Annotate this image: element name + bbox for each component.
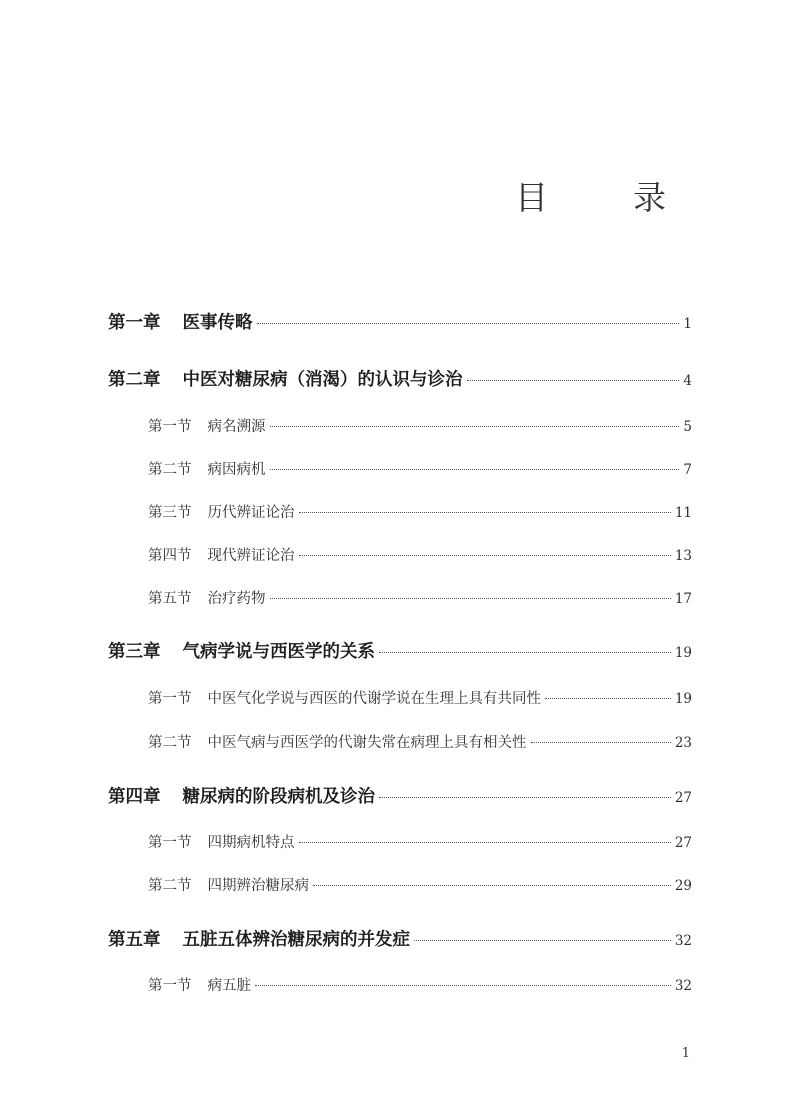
toc-entry-label: 第二节 (148, 735, 192, 751)
toc-entry-title: 治疗药物 (207, 591, 266, 607)
toc-entry-title: 五脏五体辨治糖尿病的并发症 (182, 930, 410, 950)
toc-entry-label: 第五节 (148, 591, 192, 607)
toc-section-4-2[interactable] (148, 874, 692, 895)
toc-entry-title: 中医对糖尿病（消渴）的认识与诊治 (182, 370, 463, 390)
toc-entry-title: 现代辨证论治 (207, 548, 295, 564)
dot-leader (299, 555, 671, 556)
toc-entry-title: 历代辨证论治 (207, 505, 295, 521)
toc-page-number: 19 (674, 645, 692, 661)
toc-section-5-1[interactable] (148, 974, 692, 995)
toc-entry-title: 糖尿病的阶段病机及诊治 (182, 787, 375, 807)
toc-section-3-1[interactable] (148, 687, 692, 708)
toc-page-number: 5 (683, 419, 692, 435)
toc-page-number: 19 (674, 691, 692, 707)
toc-entry-title: 医事传略 (182, 313, 253, 333)
toc-entry-title: 中医气化学说与西医的代谢学说在生理上具有共同性 (207, 691, 541, 707)
toc-section-2-3[interactable] (148, 501, 692, 522)
toc-entry-label: 第一节 (148, 419, 192, 435)
toc-entry-label: 第三章 (108, 642, 161, 662)
toc-page-number: 29 (674, 878, 692, 894)
toc-entry-title: 病名溯源 (207, 419, 266, 435)
dot-leader (313, 885, 671, 886)
toc-entry-title: 病五脏 (207, 978, 251, 994)
toc-section-3-2[interactable] (148, 731, 692, 752)
toc-chapter-2[interactable] (108, 366, 692, 391)
dot-leader (257, 323, 680, 324)
toc-page-number: 4 (683, 373, 692, 389)
toc-entry-label: 第二节 (148, 462, 192, 478)
toc-section-2-4[interactable] (148, 544, 692, 565)
dot-leader (414, 940, 671, 941)
toc-entry-label: 第一章 (108, 313, 161, 333)
dot-leader (270, 598, 671, 599)
dot-leader (545, 698, 671, 699)
dot-leader (270, 469, 680, 470)
toc-page-number: 32 (674, 933, 692, 949)
dot-leader (299, 512, 671, 513)
toc-entry-title: 病因病机 (207, 462, 266, 478)
toc-page-number: 7 (683, 462, 692, 478)
dot-leader (531, 742, 671, 743)
dot-leader (379, 652, 671, 653)
dot-leader (270, 426, 680, 427)
toc-entry-label: 第三节 (148, 505, 192, 521)
toc-entry-title: 中医气病与西医学的代谢失常在病理上具有相关性 (207, 735, 527, 751)
toc-section-2-5[interactable] (148, 587, 692, 608)
toc-entry-label: 第一节 (148, 691, 192, 707)
toc-page-number: 1 (683, 316, 692, 332)
toc-entry-label: 第四节 (148, 548, 192, 564)
toc-entry-title: 气病学说与西医学的关系 (182, 642, 375, 662)
toc-entry-title: 四期辨治糖尿病 (207, 878, 309, 894)
dot-leader (379, 797, 671, 798)
dot-leader (467, 380, 680, 381)
toc-entry-label: 第四章 (108, 787, 161, 807)
dot-leader (255, 985, 671, 986)
toc-section-2-1[interactable] (148, 415, 692, 436)
toc-entry-label: 第五章 (108, 930, 161, 950)
dot-leader (299, 842, 671, 843)
toc-page-number: 23 (674, 735, 692, 751)
toc-entry-title: 四期病机特点 (207, 835, 295, 851)
toc-page-number: 32 (674, 978, 692, 994)
toc-page-number: 11 (674, 505, 692, 521)
toc-chapter-1[interactable] (108, 309, 692, 334)
toc-entry-label: 第一节 (148, 978, 192, 994)
toc-section-4-1[interactable] (148, 831, 692, 852)
toc-page-number: 13 (674, 548, 692, 564)
toc-section-2-2[interactable] (148, 458, 692, 479)
toc-page-number: 27 (674, 790, 692, 806)
toc-chapter-3[interactable] (108, 638, 692, 663)
footer-page-number: 1 (681, 1046, 690, 1061)
page-title: 目 录 (515, 178, 692, 217)
toc-page-number: 27 (674, 835, 692, 851)
toc-page-number: 17 (674, 591, 692, 607)
toc-entry-label: 第二章 (108, 370, 161, 390)
toc-entry-label: 第一节 (148, 835, 192, 851)
toc-chapter-4[interactable] (108, 783, 692, 808)
toc-entry-label: 第二节 (148, 878, 192, 894)
toc-chapter-5[interactable] (108, 926, 692, 951)
